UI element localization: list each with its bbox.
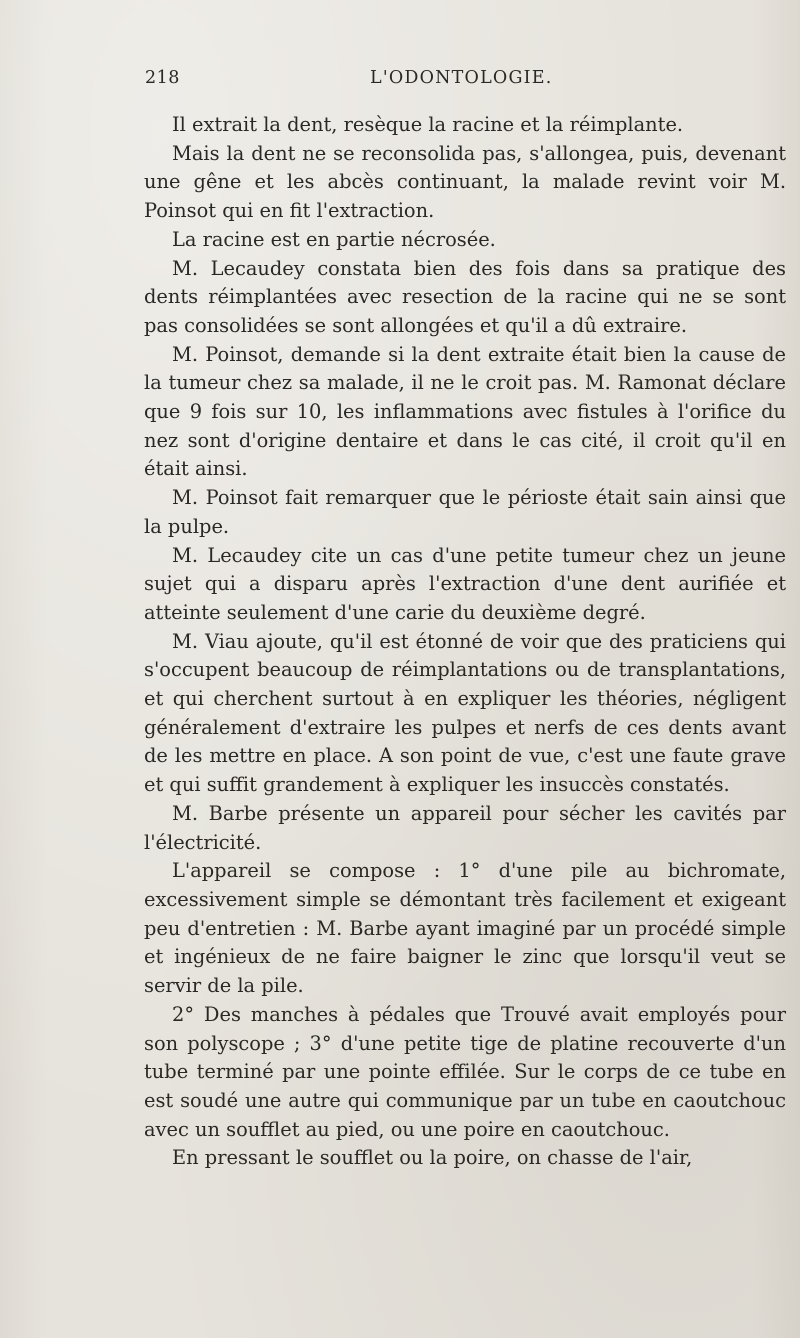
body-text — [144, 111, 786, 1173]
paragraph: 2° Des manches à pédales que Trouvé avait employés pour son polyscope ; 3° d'une petite tige de platine recouverte d'un tube terminé par une pointe effilée. Sur le corps de ce tube en est soudé une autre qui communique par un tube en caoutchouc avec un soufflet au pied, ou une poire en caoutchouc. — [144, 1002, 786, 1141]
paragraph: M. Viau ajoute, qu'il est étonné de voir que des praticiens qui s'occupent beaucoup de réimplantations ou de transplantations, et qui cherchent surtout à en expliquer les théories, négligent généralement d'extraire les pulpes et nerfs de ces dents avant de les mettre en place. A son point de vue, c'est une faute grave et qui suffit grandement à expliquer les insuccès constatés. — [144, 629, 786, 797]
paragraph: Il extrait la dent, resèque la racine et la réimplante. — [172, 113, 684, 136]
running-title: L'ODONTOLOGIE. — [370, 68, 553, 88]
paragraph: Mais la dent ne se reconsolida pas, s'allongea, puis, devenant une gêne et les abcès continuant, la malade revint voir M. Poinsot qui en fit l'extraction. — [144, 141, 786, 223]
page-number: 218 — [145, 68, 180, 88]
paragraph: M. Poinsot fait remarquer que le périoste était sain ainsi que la pulpe. — [144, 486, 786, 538]
paragraph: M. Lecaudey constata bien des fois dans sa pratique des dents réimplantées avec resection de la racine qui ne se sont pas consolidées se sont allongées et qu'il a dû extraire. — [144, 256, 786, 337]
paragraph: M. Barbe présente un appareil pour sécher les cavités par l'électricité. — [144, 801, 786, 854]
paragraph: En pressant le soufflet ou la poire, on chasse de l'air, — [172, 1146, 693, 1170]
paragraph: M. Poinsot, demande si la dent extraite était bien la cause de la tumeur chez sa malade, il ne le croit pas. M. Ramonat déclare que 9 fois sur 10, les inflammations avec fistules à l'orifice du nez sont d'origine dentaire et dans le cas cité, il croit qu'il en était ainsi. — [144, 342, 786, 481]
paragraph: L'appareil se compose : 1° d'une pile au bichromate, excessivement simple se démontant très facilement et exigeant peu d'entretien : M. Barbe ayant imaginé par un procédé simple et ingénieux de ne faire baigner le zinc que lorsqu'il veut se servir de la pile. — [144, 859, 786, 998]
paragraph: M. Lecaudey cite un cas d'une petite tumeur chez un jeune sujet qui a disparu après l'extraction d'une dent aurifiée et atteinte seulement d'une carie du deuxième degré. — [144, 543, 786, 624]
running-header — [145, 68, 775, 98]
paragraph: La racine est en partie nécrosée. — [172, 227, 496, 251]
